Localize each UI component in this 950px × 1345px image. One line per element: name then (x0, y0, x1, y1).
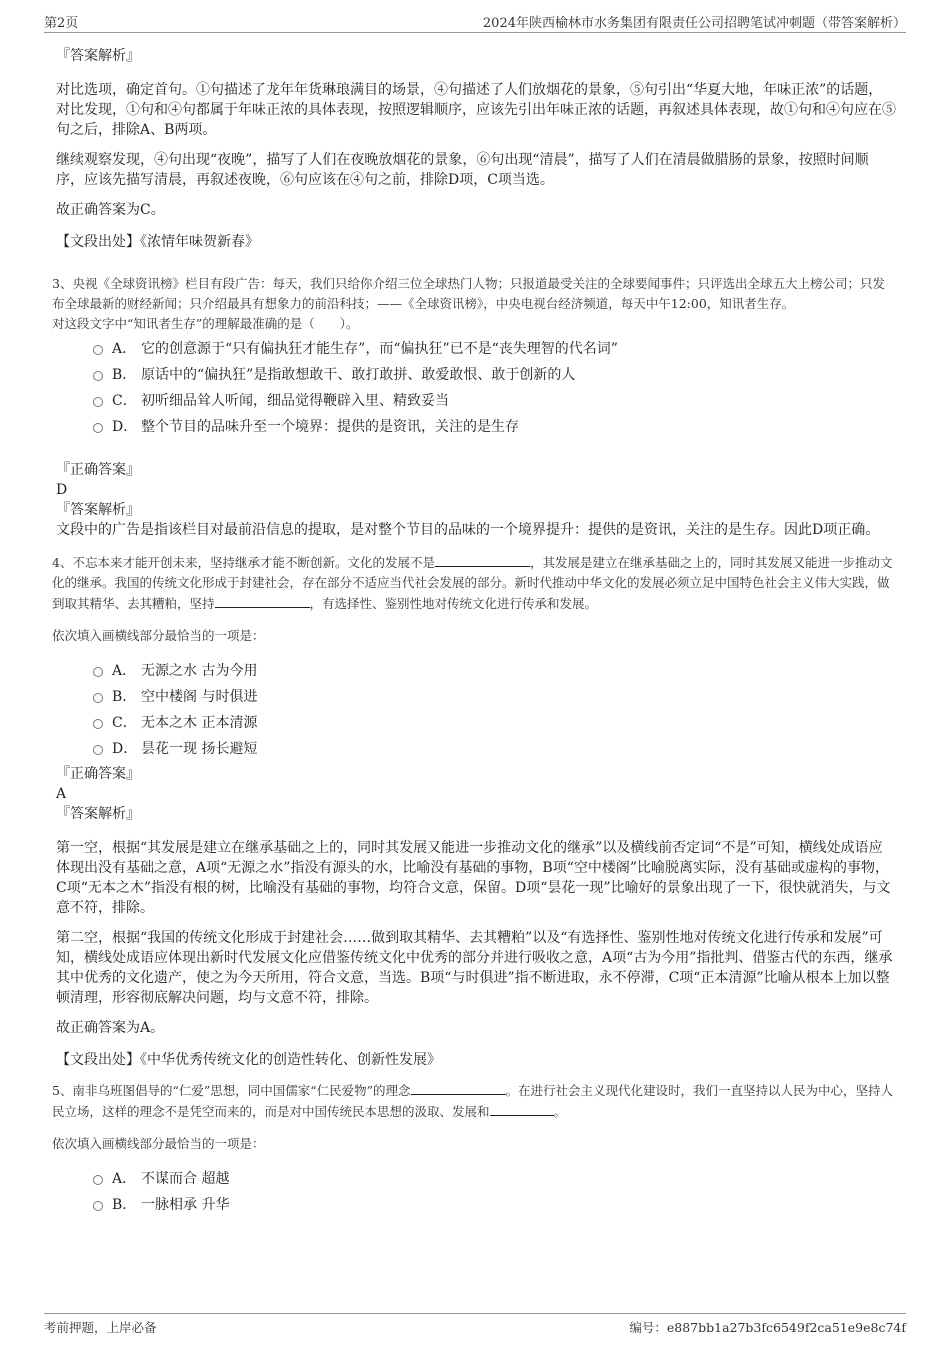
correct-answer: D (56, 482, 68, 498)
correct-answer-label: 『正确答案』 (56, 766, 140, 782)
option-b[interactable]: B． 原话中的“偏执狂”是指敢想敢干、敢打敢拼、敢爱敢恨、敢于创新的人 (52, 362, 896, 388)
analysis-paragraph: 文段中的广告是指该栏目对最前沿信息的提取，是对整个节目的品味的一个境界提升：提供的是资讯，关注的是生存。因此D项正确。 (56, 522, 880, 538)
question-prompt: 依次填入画横线部分最恰当的一项是： (52, 1136, 265, 1151)
option-c[interactable]: C． 无本之木 正本清源 (52, 710, 896, 736)
page-footer (44, 1313, 906, 1336)
option-a[interactable]: A． 无源之水 古为今用 (52, 658, 896, 684)
option-list (52, 1166, 896, 1218)
page-number: 第2页 (44, 16, 79, 31)
option-d[interactable]: D． 昙花一现 扬长避短 (52, 736, 896, 762)
radio-icon[interactable] (93, 371, 103, 381)
page-header (44, 10, 906, 33)
footer-slogan: 考前押题，上岸必备 (44, 1320, 157, 1335)
analysis-label: 『答案解析』 (56, 806, 140, 822)
option-b[interactable]: B． 空中楼阁 与时俱进 (52, 684, 896, 710)
document-title: 2024年陕西榆林市水务集团有限责任公司招聘笔试冲刺题（带答案解析） (482, 16, 906, 31)
question-stem: 3、央视《全球资讯榜》栏目有段广告：每天，我们只给你介绍三位全球热门人物；只报道最受关注的全球要闻事件；只评选出全球五大上榜公司；只发布全球最新的财经新闻；只介绍最具有想象力的前沿科技；——《全球资讯榜》，中央电视台经济频道，每天中午12:00，知讯者生存。 (52, 276, 885, 311)
question-5 (52, 1080, 896, 1218)
radio-icon[interactable] (93, 345, 103, 355)
option-a[interactable]: A． 不谋而合 超越 (52, 1166, 896, 1192)
question-3 (52, 274, 896, 540)
analysis-paragraph: 对比选项，确定首句。①句描述了龙年年货琳琅满目的场景，④句描述了人们放烟花的景象，⑤句引出“华夏大地，年味正浓”的话题，对比发现，①句和④句都属于年味正浓的具体表现，按照逻辑顺序，应该先引出年味正浓的话题，再叙述具体表现，故①句和④句应在⑤句之后，排除A、B两项。 (56, 82, 896, 138)
option-d[interactable]: D． 整个节目的品味升至一个境界：提供的是资讯，关注的是生存 (52, 414, 896, 440)
fill-blank[interactable] (490, 1101, 554, 1116)
passage-source: 【文段出处】《中华优秀传统文化的创造性转化、创新性发展》 (56, 1052, 441, 1068)
fill-blank[interactable] (215, 593, 310, 608)
document-content (52, 46, 896, 1218)
analysis-paragraph: 继续观察发现，④句出现“夜晚”，描写了人们在夜晚放烟花的景象，⑥句出现“清晨”，描写了人们在清晨做腊肠的景象，按照时间顺序，应该先描写清晨，再叙述夜晚，⑥句应该在④句之前，排除D项，C项当选。 (56, 152, 869, 188)
answer-statement: 故正确答案为C。 (56, 202, 165, 218)
question-stem: 4、不忘本来才能开创未来，坚持继承才能不断创新。文化的发展不是 ，其发展是建立在继承基础之上的，同时其发展又能进一步推动文化的继承。我国的传统文化形成于封建社会，存在部分不适应当代社会发展的部分。新时代推动中华文化的发展必须立足中国特色社会主义伟大实践，做到取其精华、去其糟粕，坚持 ，有选择性、鉴别性地对传统文化进行传承和发展。 (52, 552, 896, 614)
radio-icon[interactable] (93, 1201, 103, 1211)
option-b[interactable]: B． 一脉相承 升华 (52, 1192, 896, 1218)
correct-answer-label: 『正确答案』 (56, 462, 140, 478)
radio-icon[interactable] (93, 745, 103, 755)
answer-statement: 故正确答案为A。 (56, 1020, 165, 1036)
radio-icon[interactable] (93, 397, 103, 407)
radio-icon[interactable] (93, 719, 103, 729)
question-prompt: 对这段文字中“知讯者生存”的理解最准确的是（ ）。 (52, 316, 359, 331)
analysis-label: 『答案解析』 (56, 48, 140, 64)
radio-icon[interactable] (93, 423, 103, 433)
analysis-label: 『答案解析』 (56, 502, 140, 518)
correct-answer: A (56, 786, 67, 802)
fill-blank[interactable] (411, 1080, 506, 1095)
option-a[interactable]: A． 它的创意源于“只有偏执狂才能生存”，而“偏执狂”已不是“丧失理智的代名词” (52, 336, 896, 362)
option-list (52, 658, 896, 762)
option-list (52, 336, 896, 440)
question-stem: 5、南非乌班图倡导的“仁爱”思想，同中国儒家“仁民爱物”的理念 。在进行社会主义现代化建设时，我们一直坚持以人民为中心，坚持人民立场，这样的理念不是凭空而来的，而是对中国传统民本思想的汲取、发展和 。 (52, 1080, 896, 1122)
analysis-paragraph: 第二空，根据“我国的传统文化形成于封建社会……做到取其精华、去其糟粕”以及“有选择性、鉴别性地对传统文化进行传承和发展”可知，横线处成语应体现出新时代发展文化应借鉴传统文化中优秀的部分并进行吸收之意，A项“古为今用”指批判、借鉴古代的东西，继承其中优秀的文化遗产，使之为今天所用，符合文意，当选。B项“与时俱进”指不断进取，永不停滞，C项“正本清源”比喻从根本上加以整顿清理，形容彻底解决问题，均与文意不符，排除。 (56, 930, 893, 1006)
option-c[interactable]: C． 初听细品耸人听闻，细品觉得鞭辟入里、精致妥当 (52, 388, 896, 414)
radio-icon[interactable] (93, 667, 103, 677)
radio-icon[interactable] (93, 1175, 103, 1185)
question-4 (52, 552, 896, 1070)
radio-icon[interactable] (93, 693, 103, 703)
fill-blank[interactable] (435, 552, 530, 567)
passage-source: 【文段出处】《浓情年味贺新春》 (56, 234, 259, 250)
question-prompt: 依次填入画横线部分最恰当的一项是： (52, 628, 265, 643)
analysis-paragraph: 第一空，根据“其发展是建立在继承基础之上的，同时其发展又能进一步推动文化的继承”以及横线前否定词“不是”可知，横线处成语应体现出没有基础之意，A项“无源之水”指没有源头的水，比喻没有基础的事物，B项“空中楼阁”比喻脱离实际，没有基础或虚构的事物，C项“无本之木”指没有根的树，比喻没有基础的事物，均符合文意，保留。D项“昙花一现”比喻好的景象出现了一下，很快就消失，与文意不符，排除。 (56, 840, 891, 916)
document-id: 编号：e887bb1a27b3fc6549f2ca51e9e8c74f (629, 1320, 906, 1335)
